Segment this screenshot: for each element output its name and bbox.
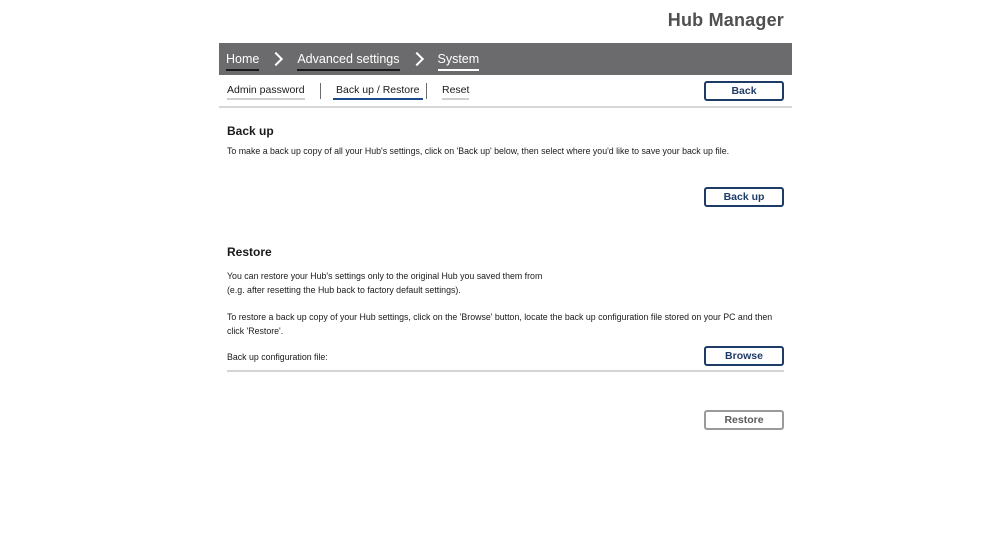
restore-button[interactable]: Restore: [704, 410, 784, 430]
tab-backup-restore[interactable]: Back up / Restore: [333, 84, 423, 100]
backup-heading: Back up: [227, 124, 274, 138]
restore-note-line2: (e.g. after resetting the Hub back to factory default settings).: [227, 285, 461, 295]
tab-reset[interactable]: Reset: [442, 84, 469, 100]
divider: [227, 370, 784, 372]
restore-instructions: To restore a back up copy of your Hub settings, click on the 'Browse' button, locate the back up configuration file stored on your PC and then click 'Restore'.: [227, 312, 773, 336]
tab-separator: [426, 83, 427, 99]
app-title: Hub Manager: [667, 10, 784, 30]
file-label: Back up configuration file:: [227, 352, 328, 362]
backup-description: To make a back up copy of all your Hub's settings, click on 'Back up' below, then select where you'd like to save your back up file.: [227, 146, 730, 156]
restore-note-line1: You can restore your Hub's settings only to the original Hub you saved them from: [227, 271, 543, 281]
tab-separator: [320, 83, 321, 99]
restore-heading: Restore: [227, 245, 272, 259]
breadcrumb-system[interactable]: System: [438, 52, 480, 71]
chevron-right-icon: [269, 52, 283, 66]
browse-button[interactable]: Browse: [704, 346, 784, 366]
back-button[interactable]: Back: [704, 81, 784, 101]
tab-admin-password[interactable]: Admin password: [227, 84, 305, 100]
sub-navigation: [219, 78, 792, 108]
backup-button[interactable]: Back up: [704, 187, 784, 207]
breadcrumb-home[interactable]: Home: [226, 52, 259, 71]
breadcrumb-advanced-settings[interactable]: Advanced settings: [297, 52, 399, 71]
breadcrumb: [219, 43, 792, 75]
chevron-right-icon: [409, 52, 423, 66]
